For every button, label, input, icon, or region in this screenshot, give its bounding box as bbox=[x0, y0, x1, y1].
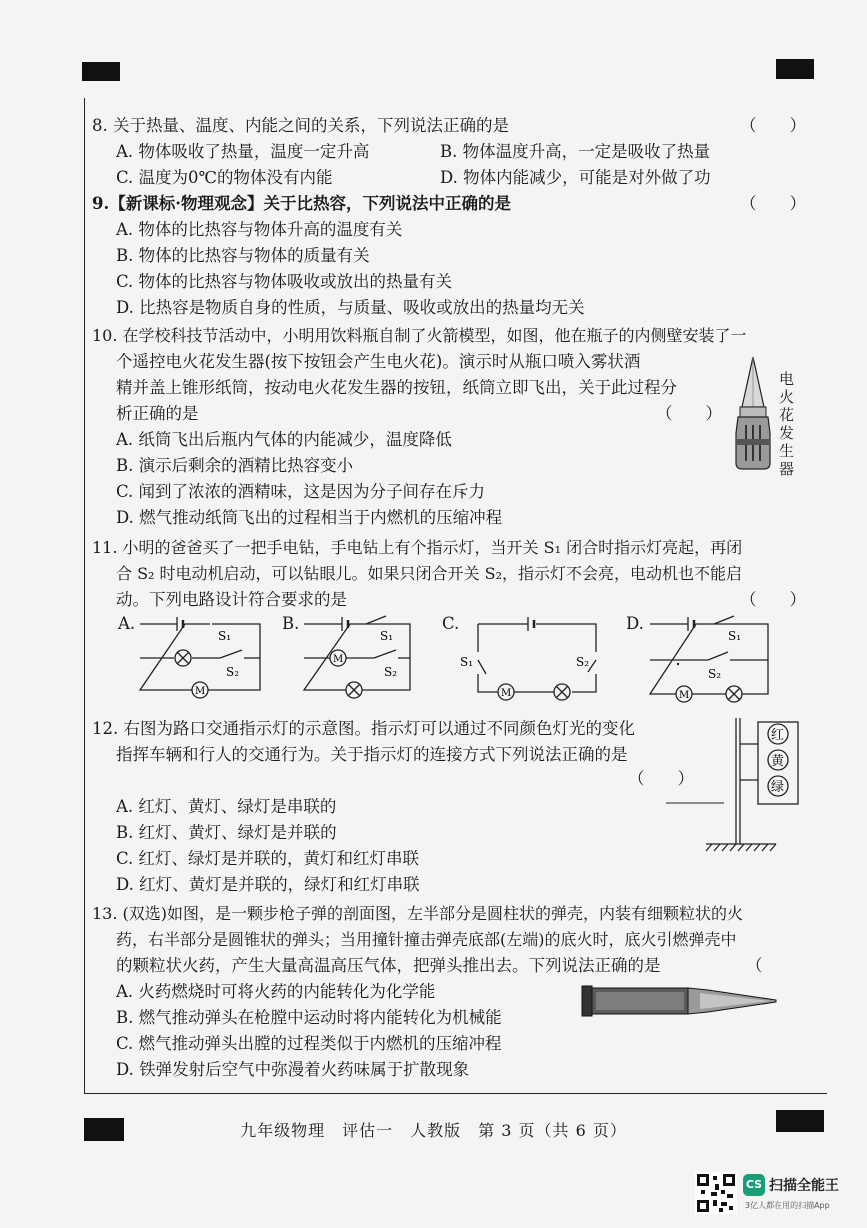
rocket-bottle-figure bbox=[728, 355, 778, 475]
q9-option-a: A. 物体的比热容与物体升高的温度有关 bbox=[116, 220, 403, 239]
q10-line-1: 10. 在学校科技节活动中，小明用饮料瓶自制了火箭模型，如图，他在瓶子的内侧壁安装了一 bbox=[92, 326, 747, 345]
spark-generator-label: 电火花发生器 bbox=[779, 370, 795, 478]
q8-option-d: D. 物体内能减少，可能是对外做了功 bbox=[440, 168, 711, 187]
circuit-a-label: A. bbox=[118, 614, 136, 633]
registration-mark-top-right bbox=[776, 59, 814, 79]
q12-option-d: D. 红灯、黄灯是并联的，绿灯和红灯串联 bbox=[116, 875, 420, 894]
q10-option-b: B. 演示后剩余的酒精比热容变小 bbox=[116, 456, 354, 475]
light-green-label: 绿 bbox=[771, 780, 785, 795]
q13-answer-bracket: （ bbox=[746, 956, 763, 975]
q10-line-3: 精并盖上锥形纸筒，按动电火花发生器的按钮，纸筒立即飞出，关于此过程分 bbox=[116, 378, 677, 397]
cs-badge-icon: CS bbox=[743, 1174, 765, 1196]
q10-answer-bracket: （ ） bbox=[656, 404, 722, 423]
circuit-a-motor: M bbox=[195, 686, 206, 697]
q10-option-a: A. 纸筒飞出后瓶内气体的内能减少，温度降低 bbox=[116, 430, 452, 449]
page-footer: 九年级物理 评估一 人教版 第 3 页（共 6 页） bbox=[240, 1121, 627, 1140]
circuit-a-diagram bbox=[132, 612, 267, 702]
circuit-d-s2: S₂ bbox=[708, 667, 722, 681]
q10-line-4: 析正确的是 bbox=[116, 404, 199, 423]
q9-option-c: C. 物体的比热容与物体吸收或放出的热量有关 bbox=[116, 272, 453, 291]
circuit-b-diagram bbox=[298, 612, 418, 702]
q8-option-a: A. 物体吸收了热量，温度一定升高 bbox=[116, 142, 370, 161]
q8-answer-bracket: （ ） bbox=[740, 116, 806, 135]
q8-option-b: B. 物体温度升高，一定是吸收了热量 bbox=[440, 142, 711, 161]
circuit-c-s1: S₁ bbox=[460, 655, 474, 669]
q9-option-b: B. 物体的比热容与物体的质量有关 bbox=[116, 246, 370, 265]
q12-option-c: C. 红灯、绿灯是并联的，黄灯和红灯串联 bbox=[116, 849, 420, 868]
circuit-b-motor: M bbox=[333, 654, 344, 665]
q9-stem: 9.【新课标·物理观念】关于比热容，下列说法中正确的是 bbox=[92, 194, 511, 213]
circuit-d-motor: M bbox=[679, 690, 690, 701]
q13-line-1: 13. (双选)如图，是一颗步枪子弹的剖面图，左半部分是圆柱状的弹壳，内装有细颗粒状的火 bbox=[92, 904, 744, 923]
q12-line-1: 12. 右图为路口交通指示灯的示意图。指示灯可以通过不同颜色灯光的变化 bbox=[92, 719, 635, 738]
circuit-d-s1: S₁ bbox=[728, 629, 742, 643]
circuit-d-label: D. bbox=[626, 614, 644, 633]
q9-option-d: D. 比热容是物质自身的性质，与质量、吸收或放出的热量均无关 bbox=[116, 298, 585, 317]
q13-option-b: B. 燃气推动弹头在枪膛中运动时将内能转化为机械能 bbox=[116, 1008, 502, 1027]
q11-line-2: 合 S₂ 时电动机启动，可以钻眼儿。如果只闭合开关 S₂，指示灯不会亮，电动机也不能启 bbox=[116, 564, 743, 583]
q12-option-a: A. 红灯、黄灯、绿灯是串联的 bbox=[116, 797, 337, 816]
q12-answer-bracket: （ ） bbox=[628, 769, 694, 788]
scanner-brand: 扫描全能王 bbox=[769, 1178, 839, 1194]
q13-option-c: C. 燃气推动弹头出膛的过程类似于内燃机的压缩冲程 bbox=[116, 1034, 502, 1053]
bullet-cross-section-figure bbox=[580, 980, 780, 1022]
q13-option-d: D. 铁弹发射后空气中弥漫着火药味属于扩散现象 bbox=[116, 1060, 470, 1079]
circuit-b-s1: S₁ bbox=[380, 629, 394, 643]
circuit-a-s1: S₁ bbox=[218, 629, 232, 643]
circuit-c-diagram bbox=[458, 612, 608, 704]
q10-line-2: 个遥控电火花发生器(按下按钮会产生电火花)。演示时从瓶口喷入雾状酒 bbox=[116, 352, 641, 371]
q9-answer-bracket: （ ） bbox=[740, 194, 806, 213]
q13-line-2: 药，右半部分是圆锥状的弹头；当用撞针撞击弹壳底部(左端)的底火时，底火引燃弹壳中 bbox=[116, 930, 737, 949]
traffic-light-figure bbox=[666, 714, 816, 856]
q8-stem: 8. 关于热量、温度、内能之间的关系，下列说法正确的是 bbox=[92, 116, 509, 135]
circuit-b-s2: S₂ bbox=[384, 665, 398, 679]
q12-line-2: 指挥车辆和行人的交通行为。关于指示灯的连接方式下列说法正确的是 bbox=[116, 745, 628, 764]
q8-option-c: C. 温度为0℃的物体没有内能 bbox=[116, 168, 333, 187]
circuit-b-label: B. bbox=[282, 614, 300, 633]
circuit-c-s2: S₂ bbox=[576, 655, 590, 669]
circuit-c-label: C. bbox=[442, 614, 460, 633]
circuit-d-diagram bbox=[644, 612, 774, 704]
registration-mark-top-left bbox=[82, 62, 120, 81]
q13-option-a: A. 火药燃烧时可将火药的内能转化为化学能 bbox=[116, 982, 436, 1001]
light-yellow-label: 黄 bbox=[771, 754, 785, 769]
q10-option-d: D. 燃气推动纸筒飞出的过程相当于内燃机的压缩冲程 bbox=[116, 508, 503, 527]
light-red-label: 红 bbox=[771, 728, 785, 743]
circuit-c-motor: M bbox=[501, 688, 512, 699]
q11-line-1: 11. 小明的爸爸买了一把手电钻，手电钻上有个指示灯，当开关 S₁ 闭合时指示灯亮起，再闭 bbox=[92, 538, 743, 557]
q11-line-3: 动。下列电路设计符合要求的是 bbox=[116, 590, 347, 609]
scanner-tagline: 3亿人都在用的扫描App bbox=[745, 1201, 830, 1210]
q11-answer-bracket: （ ） bbox=[740, 590, 806, 609]
circuit-a-s2: S₂ bbox=[226, 665, 240, 679]
q13-line-3: 的颗粒状火药，产生大量高温高压气体，把弹头推出去。下列说法正确的是 bbox=[116, 956, 661, 975]
qr-code-icon bbox=[695, 1172, 737, 1214]
q10-option-c: C. 闻到了浓浓的酒精味，这是因为分子间存在斥力 bbox=[116, 482, 486, 501]
q12-option-b: B. 红灯、黄灯、绿灯是并联的 bbox=[116, 823, 337, 842]
